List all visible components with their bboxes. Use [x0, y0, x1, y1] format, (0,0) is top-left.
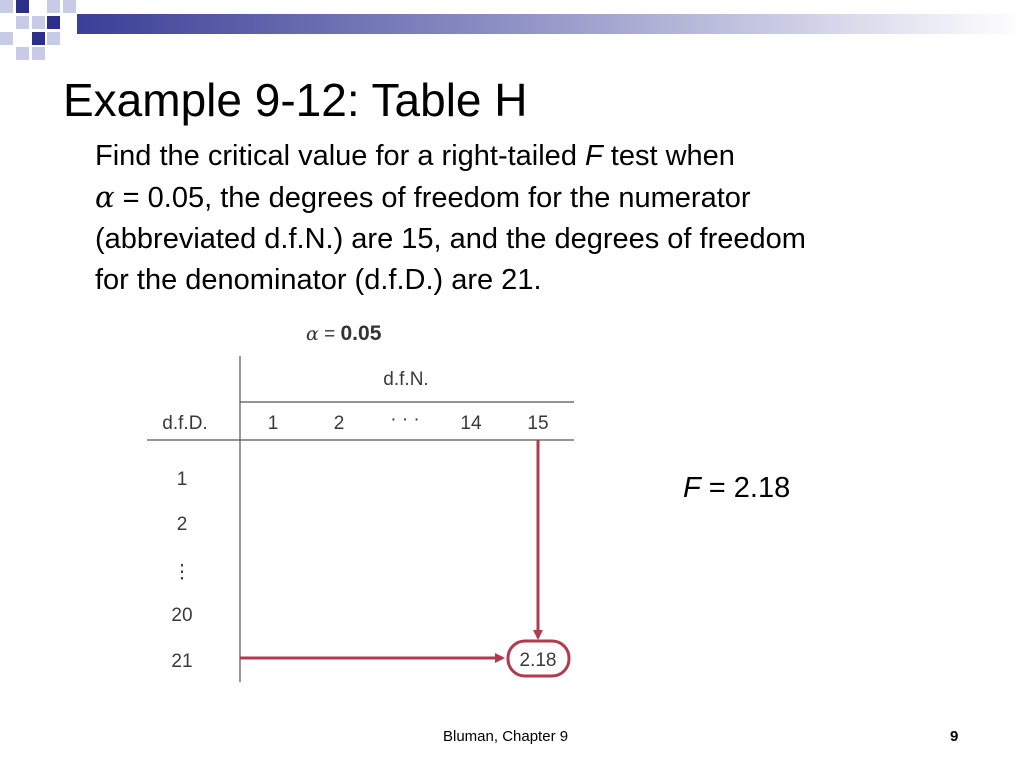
f-symbol-inline: F [585, 140, 603, 172]
column-header: 15 [527, 413, 549, 434]
statement-line-1-post: test when [602, 140, 735, 172]
table-alpha-label [306, 322, 382, 345]
answer-value: = 2.18 [700, 472, 791, 504]
page-number: 9 [950, 728, 959, 745]
table-alpha-symbol: α [306, 323, 319, 345]
column-header: 1 [267, 413, 279, 434]
row-header: 1 [176, 469, 188, 490]
answer-text [683, 470, 790, 506]
answer-f-symbol: F [683, 472, 701, 504]
dfn-header: d.f.N. [383, 369, 429, 390]
column-header: · · · [390, 409, 420, 430]
row-header: 21 [171, 651, 193, 672]
statement-line-4: for the denominator (d.f.D.) are 21. [95, 264, 542, 296]
slide-title: Example 9-12: Table H [63, 74, 528, 126]
alpha-symbol-inline: α [95, 180, 115, 214]
statement-line-2-post: = 0.05, the degrees of freedom for the numerator [114, 182, 751, 214]
answer-cell-value: 2.18 [519, 650, 557, 671]
row-header: 20 [171, 605, 193, 626]
table-alpha-equals: = [318, 324, 341, 345]
column-header: 2 [333, 413, 345, 434]
row-header: ⋮ [172, 562, 192, 583]
slide-footer: Bluman, Chapter 9 [443, 728, 569, 745]
row-header: 2 [176, 514, 188, 535]
dfd-header: d.f.D. [162, 413, 208, 434]
column-header: 14 [460, 413, 482, 434]
statement-line-3: (abbreviated d.f.N.) are 15, and the degrees of freedom [95, 223, 806, 255]
statement-line-1-pre: Find the critical value for a right-tailed [95, 140, 585, 172]
table-alpha-value: 0.05 [340, 322, 382, 345]
